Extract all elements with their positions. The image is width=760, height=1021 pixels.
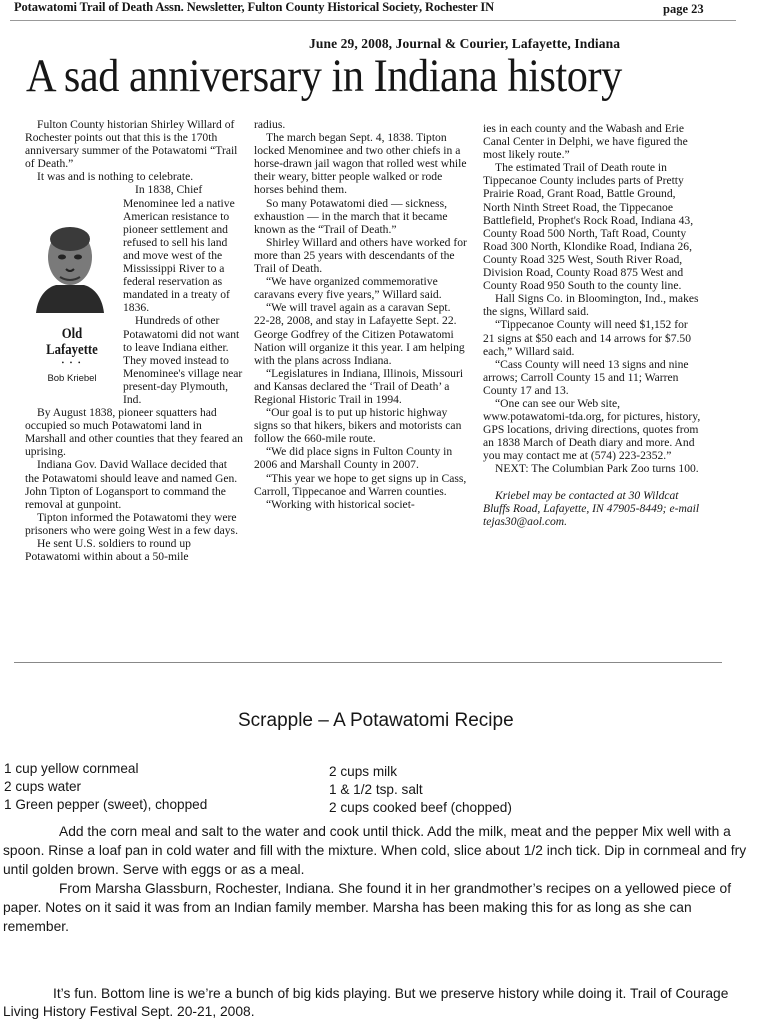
article-column-3 — [483, 122, 701, 528]
clipping-bottom-rule — [14, 662, 722, 663]
col1-para: Indiana Gov. David Wallace decided that the Potawatomi should leave and named Gen. John Tipton of Logansport to command the removal at gunpoint. — [25, 458, 238, 511]
col2-para: “Our goal is to put up historic highway signs so that hikers, bikers and motorists can follow the 660-mile route. — [254, 406, 462, 446]
ingredient: 2 cups milk — [329, 764, 397, 779]
col3-para: “Tippecanoe County will need $1,152 for 21 signs at $50 each and 14 arrows for $7.50 each,” Willard said. — [483, 318, 691, 358]
col3-para: NEXT: The Columbian Park Zoo turns 100. — [495, 462, 699, 476]
closing-note — [3, 985, 759, 1021]
recipe-instructions: Add the corn meal and salt to the water and cook until thick. Add the milk, meat and the pepper Mix well with a spoon. Rinse a loaf pan in cold water and fill with the mixture. When cold, slice about 1/2 inch tick. Dip in cornmeal and fry until golden brown. Serve with eggs or as a meal. — [3, 824, 747, 877]
col2-para: The march began Sept. 4, 1838. Tipton locked Menominee and two other chiefs in a horse-drawn jail wagon that rolled west while their weary, bitter people walked or rode horses behind them. — [254, 131, 467, 197]
col2-para: “We will travel again as a caravan Sept. 22-28, 2008, and stay in Lafayette Sept. 22. George Godfrey of the Citizen Potawatomi Nation will organize it this year. I am helping with the plans across Indiana. — [254, 301, 465, 367]
recipe-source: From Marsha Glassburn, Rochester, Indiana. She found it in her grandmother’s recipes on a yellowed piece of paper. Notes on it said it was from an Indian family member. Marsha has been making this for as long as she can remember. — [3, 881, 732, 934]
column-ornament: • • • — [61, 359, 83, 367]
ingredient: 1 & 1/2 tsp. salt — [329, 782, 423, 797]
col3-para: The estimated Trail of Death route in Tippecanoe County includes parts of Pretty Prairie Road, Grant Road, Battle Ground, North Ninth Street Road, the Tippecanoe Battlefield, Prophet's Rock Road, Indiana 43, County Road 500 North, Taft Road, County Road 300 North, Klondike Road, Indiana 26, County Road 325 West, South River Road, Division Road, County Road 875 West and County Road 950 South to the county line. — [483, 161, 694, 293]
ingredient: 1 cup yellow cornmeal — [4, 761, 139, 776]
col1-para: It was and is nothing to celebrate. — [37, 170, 194, 184]
columnist-name: Bob Kriebel — [47, 373, 97, 384]
newsletter-header: Potawatomi Trail of Death Assn. Newsletter, Fulton County Historical Society, Rochester IN — [14, 0, 495, 14]
ingredient: 2 cups water — [4, 779, 82, 794]
col1-para: Tipton informed the Potawatomi they were prisoners who were going West in a few days. — [25, 510, 238, 537]
column-logo: Old Lafayette — [46, 326, 98, 358]
columnist-contact: Kriebel may be contacted at 30 Wildcat Bluffs Road, Lafayette, IN 47905-8449; e-mail tejas30@aol.com. — [483, 488, 700, 528]
col1-para: He sent U.S. soldiers to round up Potawatomi within about a 50-mile — [25, 537, 191, 564]
col2-para: radius. — [254, 118, 286, 131]
recipe-method — [3, 822, 759, 936]
col2-para: “We have organized commemorative caravans every five years,” Willard said. — [254, 275, 442, 302]
ingredient: 1 Green pepper (sweet), chopped — [4, 797, 208, 812]
columnist-photo — [30, 217, 110, 313]
col3-para: “One can see our Web site, www.potawatomi-tda.org, for pictures, history, GPS locations, driving directions, quotes from an 1838 March of Death diary and more. And you may contact me at (574) 223-2352.” — [483, 396, 701, 463]
header-rule — [10, 20, 736, 21]
col1-para: Hundreds of other Potawatomi did not want to leave Indiana either. They moved instead to Menominee's village near present-day Plymouth, Ind. — [123, 314, 243, 406]
clipping-dateline: June 29, 2008, Journal & Courier, Lafayette, Indiana — [309, 36, 621, 51]
col2-para: So many Potawatomi died — sickness, exhaustion — in the march that it became known as the “Trail of Death.” — [254, 196, 448, 236]
columnist-portrait-image — [30, 217, 110, 313]
ingredients-right — [329, 763, 512, 817]
article-column-2 — [254, 118, 468, 511]
col2-para: “This year we hope to get signs up in Cass, Carroll, Tippecanoe and Warren counties. — [254, 471, 467, 498]
clipping-headline: A sad anniversary in Indiana history — [26, 50, 622, 102]
page-number: page 23 — [663, 2, 704, 16]
col2-para: Shirley Willard and others have worked for more than 25 years with descendants of the Trail of Death. — [254, 235, 467, 276]
recipe-title: Scrapple – A Potawatomi Recipe — [238, 710, 514, 731]
col2-para: “Legislatures in Indiana, Illinois, Missouri and Kansas declared the ‘Trail of Death’ a Regional Historic Trail in 1994. — [254, 366, 464, 406]
ingredients-left — [4, 760, 207, 814]
ingredient: 2 cups cooked beef (chopped) — [329, 800, 512, 815]
col3-para: Hall Signs Co. in Bloomington, Ind., makes the signs, Willard said. — [483, 292, 699, 319]
col1-para: Fulton County historian Shirley Willard of Rochester points out that this is the 170th anniversary summer of the Potawatomi “Trail of Death.” — [25, 118, 238, 171]
closing-text: It’s fun. Bottom line is we’re a bunch of big kids playing. But we preserve history while doing it. Trail of Courage Living History Festival Sept. 20-21, 2008. — [3, 986, 729, 1019]
col1-para: In 1838, Chief Menominee led a native American resistance to pioneer settlement and refused to sell his land and move west of the Mississippi River to a federal reservation as mandated in a treaty of 1836. — [123, 183, 235, 315]
col2-para: “We did place signs in Fulton County in 2006 and Marshall County in 2007. — [254, 445, 453, 472]
col3-para: “Cass County will need 13 signs and nine arrows; Carroll County 15 and 11; Warren County 17 and 13. — [483, 357, 689, 397]
col2-para: “Working with historical societ- — [266, 497, 415, 511]
col3-para: ies in each county and the Wabash and Erie Canal Center in Delphi, we have figured the most likely route.” — [483, 122, 688, 162]
col1-para: By August 1838, pioneer squatters had occupied so much Potawatomi land in Marshall and other counties that they feared an uprising. — [25, 406, 243, 459]
